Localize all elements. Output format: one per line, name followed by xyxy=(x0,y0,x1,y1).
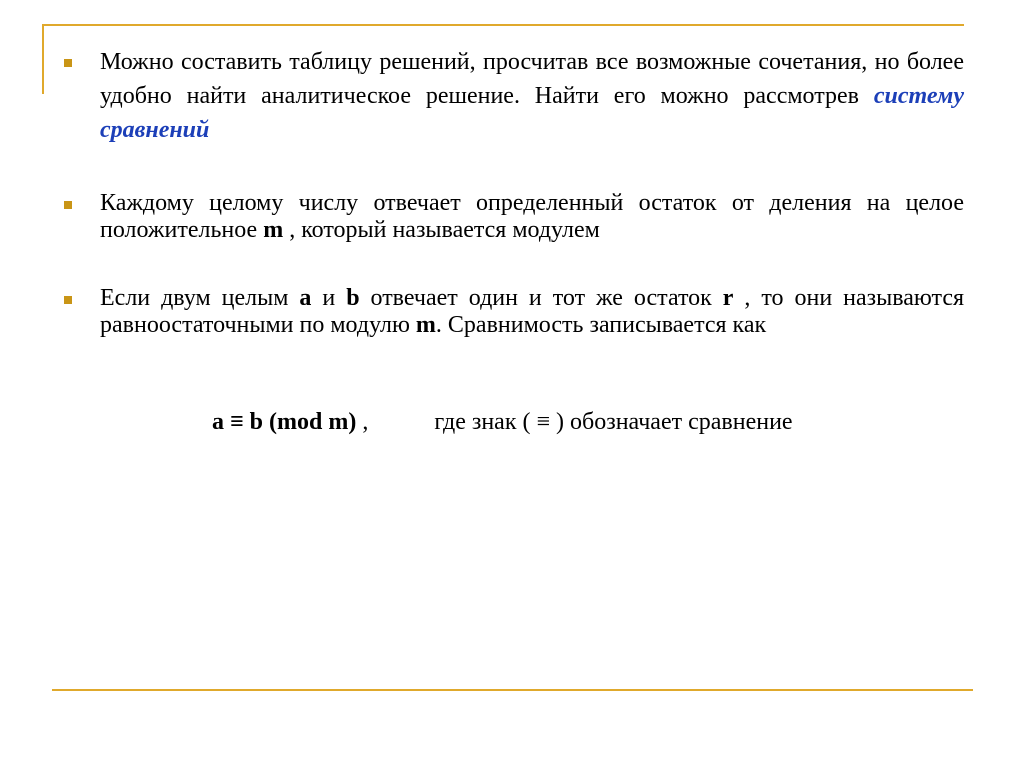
bullet-item-3 xyxy=(64,285,964,339)
item-3-text-4: , то они называются равноостаточными по модулю xyxy=(100,285,965,338)
top-border-line xyxy=(42,24,964,26)
square-bullet-icon xyxy=(64,201,72,209)
item-3-text-2: и xyxy=(311,285,347,311)
bottom-border-line xyxy=(52,689,973,691)
bullet-item-1 xyxy=(64,45,964,147)
system-of-congruences-term: систему сравнений xyxy=(100,83,964,143)
slide-content xyxy=(64,45,964,339)
congruence-formula xyxy=(212,409,793,436)
item-1-text: Можно составить таблицу решений, просчитав все возможные сочетания, но более удобно найти аналитическое решение. Найти его можно рассмотрев xyxy=(100,49,964,109)
bullet-item-2 xyxy=(64,190,964,244)
formula-separator: , xyxy=(356,409,369,435)
item-3-text-3: отвечает один и тот же остаток xyxy=(359,285,723,311)
variable-m: m xyxy=(415,312,436,338)
item-2-text: Каждому целому числу отвечает определенный остаток от деления на целое положительное xyxy=(100,190,964,243)
variable-m: m xyxy=(263,217,284,243)
variable-a: a xyxy=(299,285,312,311)
item-3-text-5: . Сравнимость записывается как xyxy=(435,312,767,338)
square-bullet-icon xyxy=(64,59,72,67)
left-border-line xyxy=(42,24,44,94)
item-2-text-end: , который называется модулем xyxy=(283,217,600,243)
variable-b: b xyxy=(346,285,360,311)
item-3-text-1: Если двум целым xyxy=(100,285,300,311)
formula-expression: a ≡ b (mod m) xyxy=(212,409,357,435)
formula-note: где знак ( ≡ ) обозначает сравнение xyxy=(434,409,793,435)
square-bullet-icon xyxy=(64,296,72,304)
variable-r: r xyxy=(722,285,734,311)
